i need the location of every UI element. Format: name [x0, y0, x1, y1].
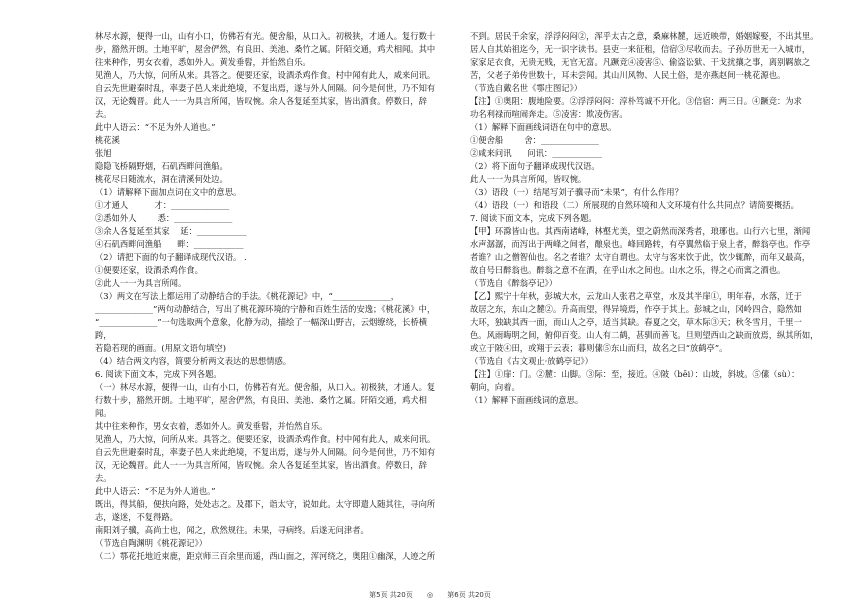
- page-footer: [0, 590, 860, 600]
- right-column: [470, 30, 820, 407]
- text-line: 【注】①奥阻：腹地险要。②浮浮闷闷：淳朴笃诚不开化。③信宿：两三日。④蹶竞：为求: [470, 96, 802, 106]
- text-line: （1）请解释下面加点词在文中的意思。: [95, 187, 242, 197]
- text-line: 张旭: [95, 148, 112, 158]
- text-line: ④石矶西畔问渔船 畔：____________: [95, 239, 244, 249]
- text-line: 家家足衣食，无贵无贱，无官无富。凡蹶竞④凌害⑤、偷盗讼狱、干戈扰攘之事，离别羁旅之: [470, 57, 811, 67]
- text-line: 步，豁然开朗。土地平旷，屋舍俨然，有良田、美池、桑竹之属。阡陌交通，鸡犬相闻。其中: [95, 44, 436, 54]
- text-line: （1）解释下面画线词语在句中的意思。: [470, 122, 617, 132]
- text-line: （4）语段（一）和语段（二）所展现的自然环境和人文环境有什么共同点？请简要概括。: [470, 200, 799, 210]
- text-line: 汉，无论魏晋。此人一一为具言所闻，皆叹惋。余人各复延至其家，皆出酒食。停数日，辞去。: [95, 96, 427, 119]
- text-line: 居人自其始祖迄今，无一识字读书。县吏一来征租，信宿③尽收而去。子孙历世无一入城市，: [470, 44, 811, 54]
- text-line: ①便要还家，设酒杀鸡作食。: [95, 265, 203, 275]
- text-line: ②悉如外人 悉：______________: [95, 213, 233, 223]
- text-line: 此中人语云：“不足为外人道也。”: [95, 122, 216, 132]
- text-line: ①才通人 才：______________: [95, 200, 230, 210]
- text-line: （节选自《醉翁亭记》）: [470, 278, 558, 288]
- text-line: （2）请把下面的句子翻译成现代汉语。 .: [95, 252, 247, 262]
- text-line: 此人一一为具言所闻，皆叹惋。: [470, 174, 587, 184]
- text-line: （4）结合两文内容，简要分析两文表达的思想情感。: [95, 356, 292, 366]
- text-line: 朝向，向着。: [470, 382, 520, 392]
- page-number-right: 第6页 共20页: [447, 591, 491, 599]
- text-line: ②咸来问讯 问讯：____________: [470, 148, 602, 158]
- text-line: 不到。居民千余家，浮浮闷闷②，浑乎太古之意，桑麻林麓，远近映带，婚姻嫁娶，不出其里。: [470, 31, 819, 41]
- text-line: 其中往来种作，男女衣着，悉如外人。黄发垂髫，并怡然自乐。: [95, 421, 328, 431]
- text-line: 者谁？山之僧智仙也。名之者谁？太守自谓也。太守与客来饮于此，饮少辄醉，而年又最高，: [470, 252, 811, 262]
- text-line: 既出，得其船，便扶向路，处处志之。及郡下，诣太守，说如此。太守即遣人随其往，寻向所: [95, 499, 436, 509]
- text-line: （二）鄠花托地近束鹿，距京师三百余里而遥，西山面之，浑河绕之，奥阻①幽深，人迹之所: [95, 551, 436, 561]
- text-line: 桃花尽日随流水，洞在清溪何处边。: [95, 174, 228, 184]
- text-line: 行数十步，豁然开朗。土地平旷，屋舍俨然，有良田、美池、桑竹之属。阡陌交通，鸡犬相闻。: [95, 395, 427, 418]
- text-line: 桃花溪: [95, 135, 120, 145]
- page-number-left: 第5页 共20页: [369, 591, 413, 599]
- text-line: 功名利禄而喧闹奔走。⑤凌害：欺凌伤害。: [470, 109, 628, 119]
- text-line: 【甲】环滁皆山也。其西南诸峰，林壑尤美，望之蔚然而深秀者，琅琊也。山行六七里，渐闻: [470, 226, 811, 236]
- text-line: （节选自戴名世《鄠庄图记》）: [470, 83, 583, 93]
- text-line: （一）林尽水源，便得一山，山有小口，仿佛若有光。便舍船，从口入。初极狭，才通人。复: [95, 382, 436, 392]
- text-line: 自云先世避秦时乱，率妻子邑人来此绝境，不复出焉，遂与外人间隔。问今是何世，乃不知有: [95, 83, 436, 93]
- text-line: 见渔人，乃大惊，问所从来。具答之。便要还家，设酒杀鸡作食。村中闻有此人，咸来问讯。: [95, 434, 436, 444]
- text-line: “______________”一句选取两个意象，化静为动，描绘了一幅深山野吉，云烟缭绕，长桥横跨，: [95, 317, 428, 340]
- text-line: （节选自陶渊明《桃花源记》）: [95, 538, 208, 548]
- text-line: （1）解释下面画线词的意思。: [470, 395, 584, 405]
- text-line: 南阳刘子骥，高尚士也，闻之，欣然规往。未果，寻病终。后遂无问津者。: [95, 525, 369, 535]
- text-line: 若隐若现的画面。(用原文语句填空): [95, 343, 226, 353]
- text-line: ②此人一一为具言所闻。: [95, 278, 187, 288]
- text-line: 汉，无论魏晋。此人一一为具言所闻，皆叹惋。余人各复延至其家，皆出酒食。停数日，辞去。: [95, 460, 427, 483]
- page-divider-icon: ◎: [426, 591, 434, 599]
- text-line: （3）语段（一）结尾写刘子骥寻而“未果”，有什么作用？: [470, 187, 683, 197]
- text-line: 故居之东，东山之麓②。升高而望，得异境焉，作亭于其上。彭城之山，冈岭四合，隐然如: [470, 304, 802, 314]
- text-line: 【注】①扉：门。②麓：山脚。③际：至，接近。④陂（bēi）：山坡，斜坡。⑤傃（sù）：: [470, 369, 800, 379]
- text-line: 林尽水源，便得一山，山有小口，仿佛若有光。便舍船，从口入。初极狭，才通人。复行数十: [95, 31, 436, 41]
- text-line: 往来种作，男女衣着，悉如外人。黄发垂髫，并怡然自乐。: [95, 57, 311, 67]
- text-line: 6. 阅读下面文本，完成下列各题。: [95, 369, 222, 379]
- text-line: 水声潺潺，而泻出于两峰之间者，酿泉也。峰回路转，有亭翼然临于泉上者，醉翁亭也。作亭: [470, 239, 811, 249]
- text-line: 大环，独缺其西一面，而山人之亭，适当其缺。春夏之交，草木际③天；秋冬雪月，千里一: [470, 317, 802, 327]
- text-line: 隐隐飞桥隔野烟，石矶西畔问渔船。: [95, 161, 228, 171]
- text-line: 故自号曰醉翁也。醉翁之意不在酒，在乎山水之间也。山水之乐，得之心而寓之酒也。: [470, 265, 786, 275]
- text-line: 自云先世避秦时乱，率妻子邑人来此绝境，不复出焉，遂与外人间隔。问今是何世，乃不知有: [95, 447, 436, 457]
- left-column: [95, 30, 437, 563]
- text-line: 色。风雨晦明之间，俯仰百变。山人有二鹤，甚驯而善飞。旦则望西山之缺而放焉，纵其所如，: [470, 330, 819, 340]
- text-line: 志，遂迷，不复得路。: [95, 512, 178, 522]
- text-line: 【乙】熙宁十年秋，彭城大水，云龙山人张君之草堂，水及其半扉①，明年春，水落，迁于: [470, 291, 802, 301]
- text-line: （2）将下面句子翻译成现代汉语。: [470, 161, 600, 171]
- text-line: （节选自《古文观止·放鹤亭记》）: [470, 356, 593, 366]
- text-line: 或立于陂④田，或翔于云表；暮则傃⑤东山而归，故名之曰“放鹤亭”。: [470, 343, 728, 353]
- text-line: 苦，父老子弟传世数十，耳未尝闻。其山川风物、人民土俗，是亦燕赵间一桃花源也。: [470, 70, 786, 80]
- text-line: 见渔人，乃大惊，问所从来。具答之。便要还家，设酒杀鸡作食。村中闻有此人，咸来问讯。: [95, 70, 436, 80]
- text-line: ______________”两句动静结合，写出了桃花源环境的宁静和百姓生活的安逸；《桃花溪》中，: [95, 304, 436, 314]
- text-line: 此中人语云：“不足为外人道也。”: [95, 486, 216, 496]
- text-line: ①便舍船 舍：______________: [470, 135, 599, 145]
- text-line: （3）两文在写法上都运用了动静结合的手法。《桃花源记》中，“______________，: [95, 291, 400, 301]
- text-line: 7. 阅读下面文本，完成下列各题。: [470, 213, 597, 223]
- text-line: ③余人各复延至其家 延：____________: [95, 226, 247, 236]
